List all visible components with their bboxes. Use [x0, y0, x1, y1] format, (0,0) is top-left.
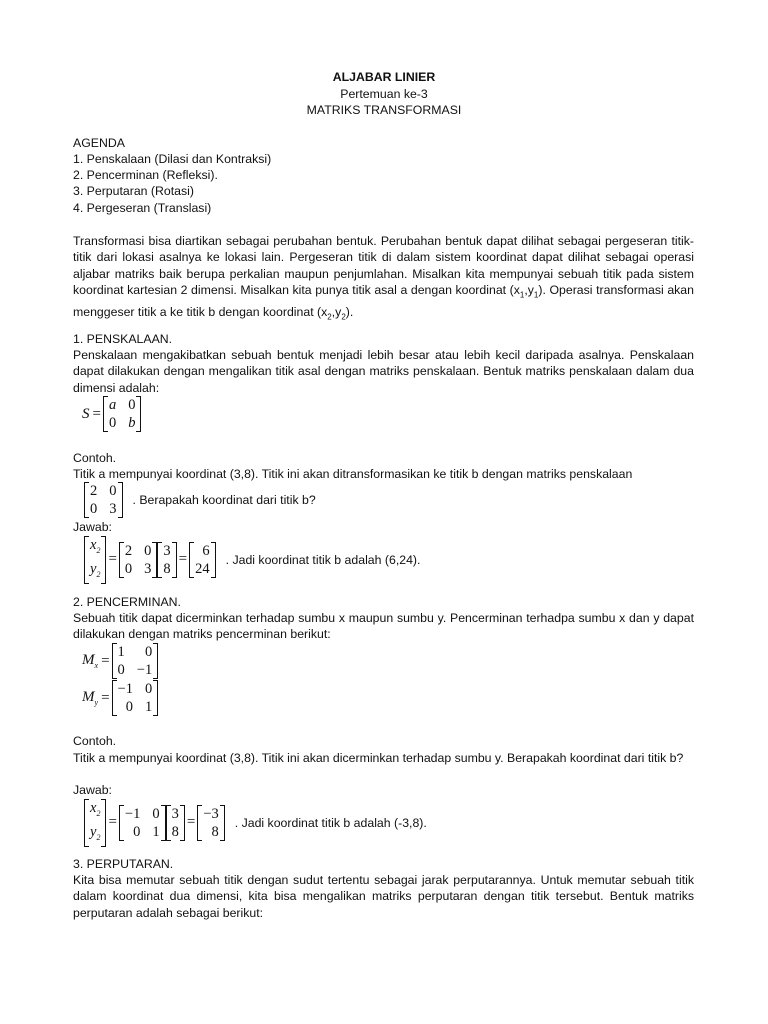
reflection-y-formula: $M_y$ = −1 0 0 1 — [82, 680, 158, 716]
perputaran-paragraph: Kita bisa memutar sebuah titik dengan sudut tertentu sebagai jarak perputarannya. Untuk memutar sebuah titik dalam koordinat dua dimensi, kita bisa mengalikan matriks perputaran dengan titik tersebut. Bentuk matriks perputaran adalah sebagai berikut: — [73, 873, 694, 920]
meeting-label: Pertemuan ke-3 — [340, 87, 428, 101]
topic-title: MATRIKS TRANSFORMASI — [306, 103, 462, 117]
answer-equation: $x_2$ $y_2$ = 2 0 0 3 3 8 = 6 24 . Jadi koordinat titik b adalah (6,24). — [84, 536, 420, 584]
answer-result-vector: −3 8 — [197, 805, 224, 841]
pencerminan-paragraph: Sebuah titik dapat dicerminkan terhadap sumbu x maupun sumbu y. Pencerminan terhadpa sumbu x dan y dapat dilakukan dengan matriks pencerminan berikut: — [73, 611, 694, 642]
agenda-item: 2. Pencerminan (Refleksi). — [73, 168, 218, 182]
example-text: Titik a mempunyai koordinat (3,8). Titik ini akan dicerminkan terhadap sumbu y. Berapakah koordinat dari titik b? — [73, 751, 684, 765]
example-question: . Berapakah koordinat dari titik b? — [132, 493, 316, 507]
answer-matrix: −1 0 0 1 — [119, 805, 166, 841]
agenda-item: 4. Pergeseran (Translasi) — [73, 201, 212, 215]
example-scaling-matrix: 2 0 0 3 — [84, 482, 123, 518]
scaling-matrix: a 0 0 b — [103, 396, 142, 432]
answer-text: . Jadi koordinat titik b adalah (6,24). — [225, 552, 421, 567]
intro-paragraph: Transformasi bisa diartikan sebagai perubahan bentuk. Perubahan bentuk dapat dilihat sebagai pergeseran titik-titik dari lokasi asalnya ke lokasi lain. Pergeseran titik di dalam sistem koordinat dapat dilihat sebagai operasi aljabar matriks baik berupa perkalian maupun penjumlahan. Misalkan kita mempunyai sebuah titik pada sistem koordinat kartesian 2 dimensi. Misalkan kita punya titik asal a dengan koordinat $(x_1,y_1)$. Operasi transformasi akan menggeser titik a ke titik b dengan koordinat $(x_2,y_2)$. — [73, 234, 694, 322]
answer-label: Jawab: — [73, 783, 112, 797]
agenda-heading: AGENDA — [73, 136, 125, 150]
section-heading-penskalaan: 1. PENSKALAAN. — [73, 332, 173, 346]
answer-result-vector: 6 24 — [189, 542, 216, 578]
point-vector: 3 8 — [157, 542, 176, 578]
agenda-item: 3. Perputaran (Rotasi) — [73, 184, 194, 198]
result-vector: $x_2$ $y_2$ — [84, 799, 106, 847]
answer-label: Jawab: — [73, 520, 112, 534]
section-heading-pencerminan: 2. PENCERMINAN. — [73, 595, 181, 609]
section-heading-perputaran: 3. PERPUTARAN. — [73, 857, 174, 871]
result-vector: $x_2$ $y_2$ — [84, 536, 106, 584]
example-text: Titik a mempunyai koordinat (3,8). Titik ini akan ditransformasikan ke titik b dengan matriks penskalaan — [73, 467, 633, 481]
example-heading: Contoh. — [73, 451, 117, 465]
document-title: ALJABAR LINIER — [332, 70, 436, 84]
example-matrix-row — [84, 482, 316, 518]
point-vector: 3 8 — [166, 805, 185, 841]
reflection-x-matrix: 1 0 0 −1 — [112, 643, 159, 679]
agenda-item: 1. Penskalaan (Dilasi dan Kontraksi) — [73, 152, 272, 166]
answer-text: . Jadi koordinat titik b adalah (-3,8). — [234, 815, 427, 830]
answer-matrix: 2 0 0 3 — [119, 542, 158, 578]
reflection-y-matrix: −1 0 0 1 — [112, 680, 159, 716]
answer-equation: $x_2$ $y_2$ = −1 0 0 1 3 8 = −3 8 . Jadi koordinat titik b adalah (-3,8). — [84, 799, 427, 847]
penskalaan-paragraph: Penskalaan mengakibatkan sebuah bentuk menjadi lebih besar atau lebih kecil daripada asalnya. Penskalaan dapat dilakukan dengan mengalikan titik asal dengan matriks penskalaan. Bentuk matriks penskalaan dalam dua dimensi adalah: — [73, 348, 694, 395]
scaling-matrix-formula: S = a 0 0 b — [82, 396, 141, 432]
example-heading: Contoh. — [73, 734, 117, 748]
reflection-x-formula: $M_x$ = 1 0 0 −1 — [82, 643, 158, 679]
